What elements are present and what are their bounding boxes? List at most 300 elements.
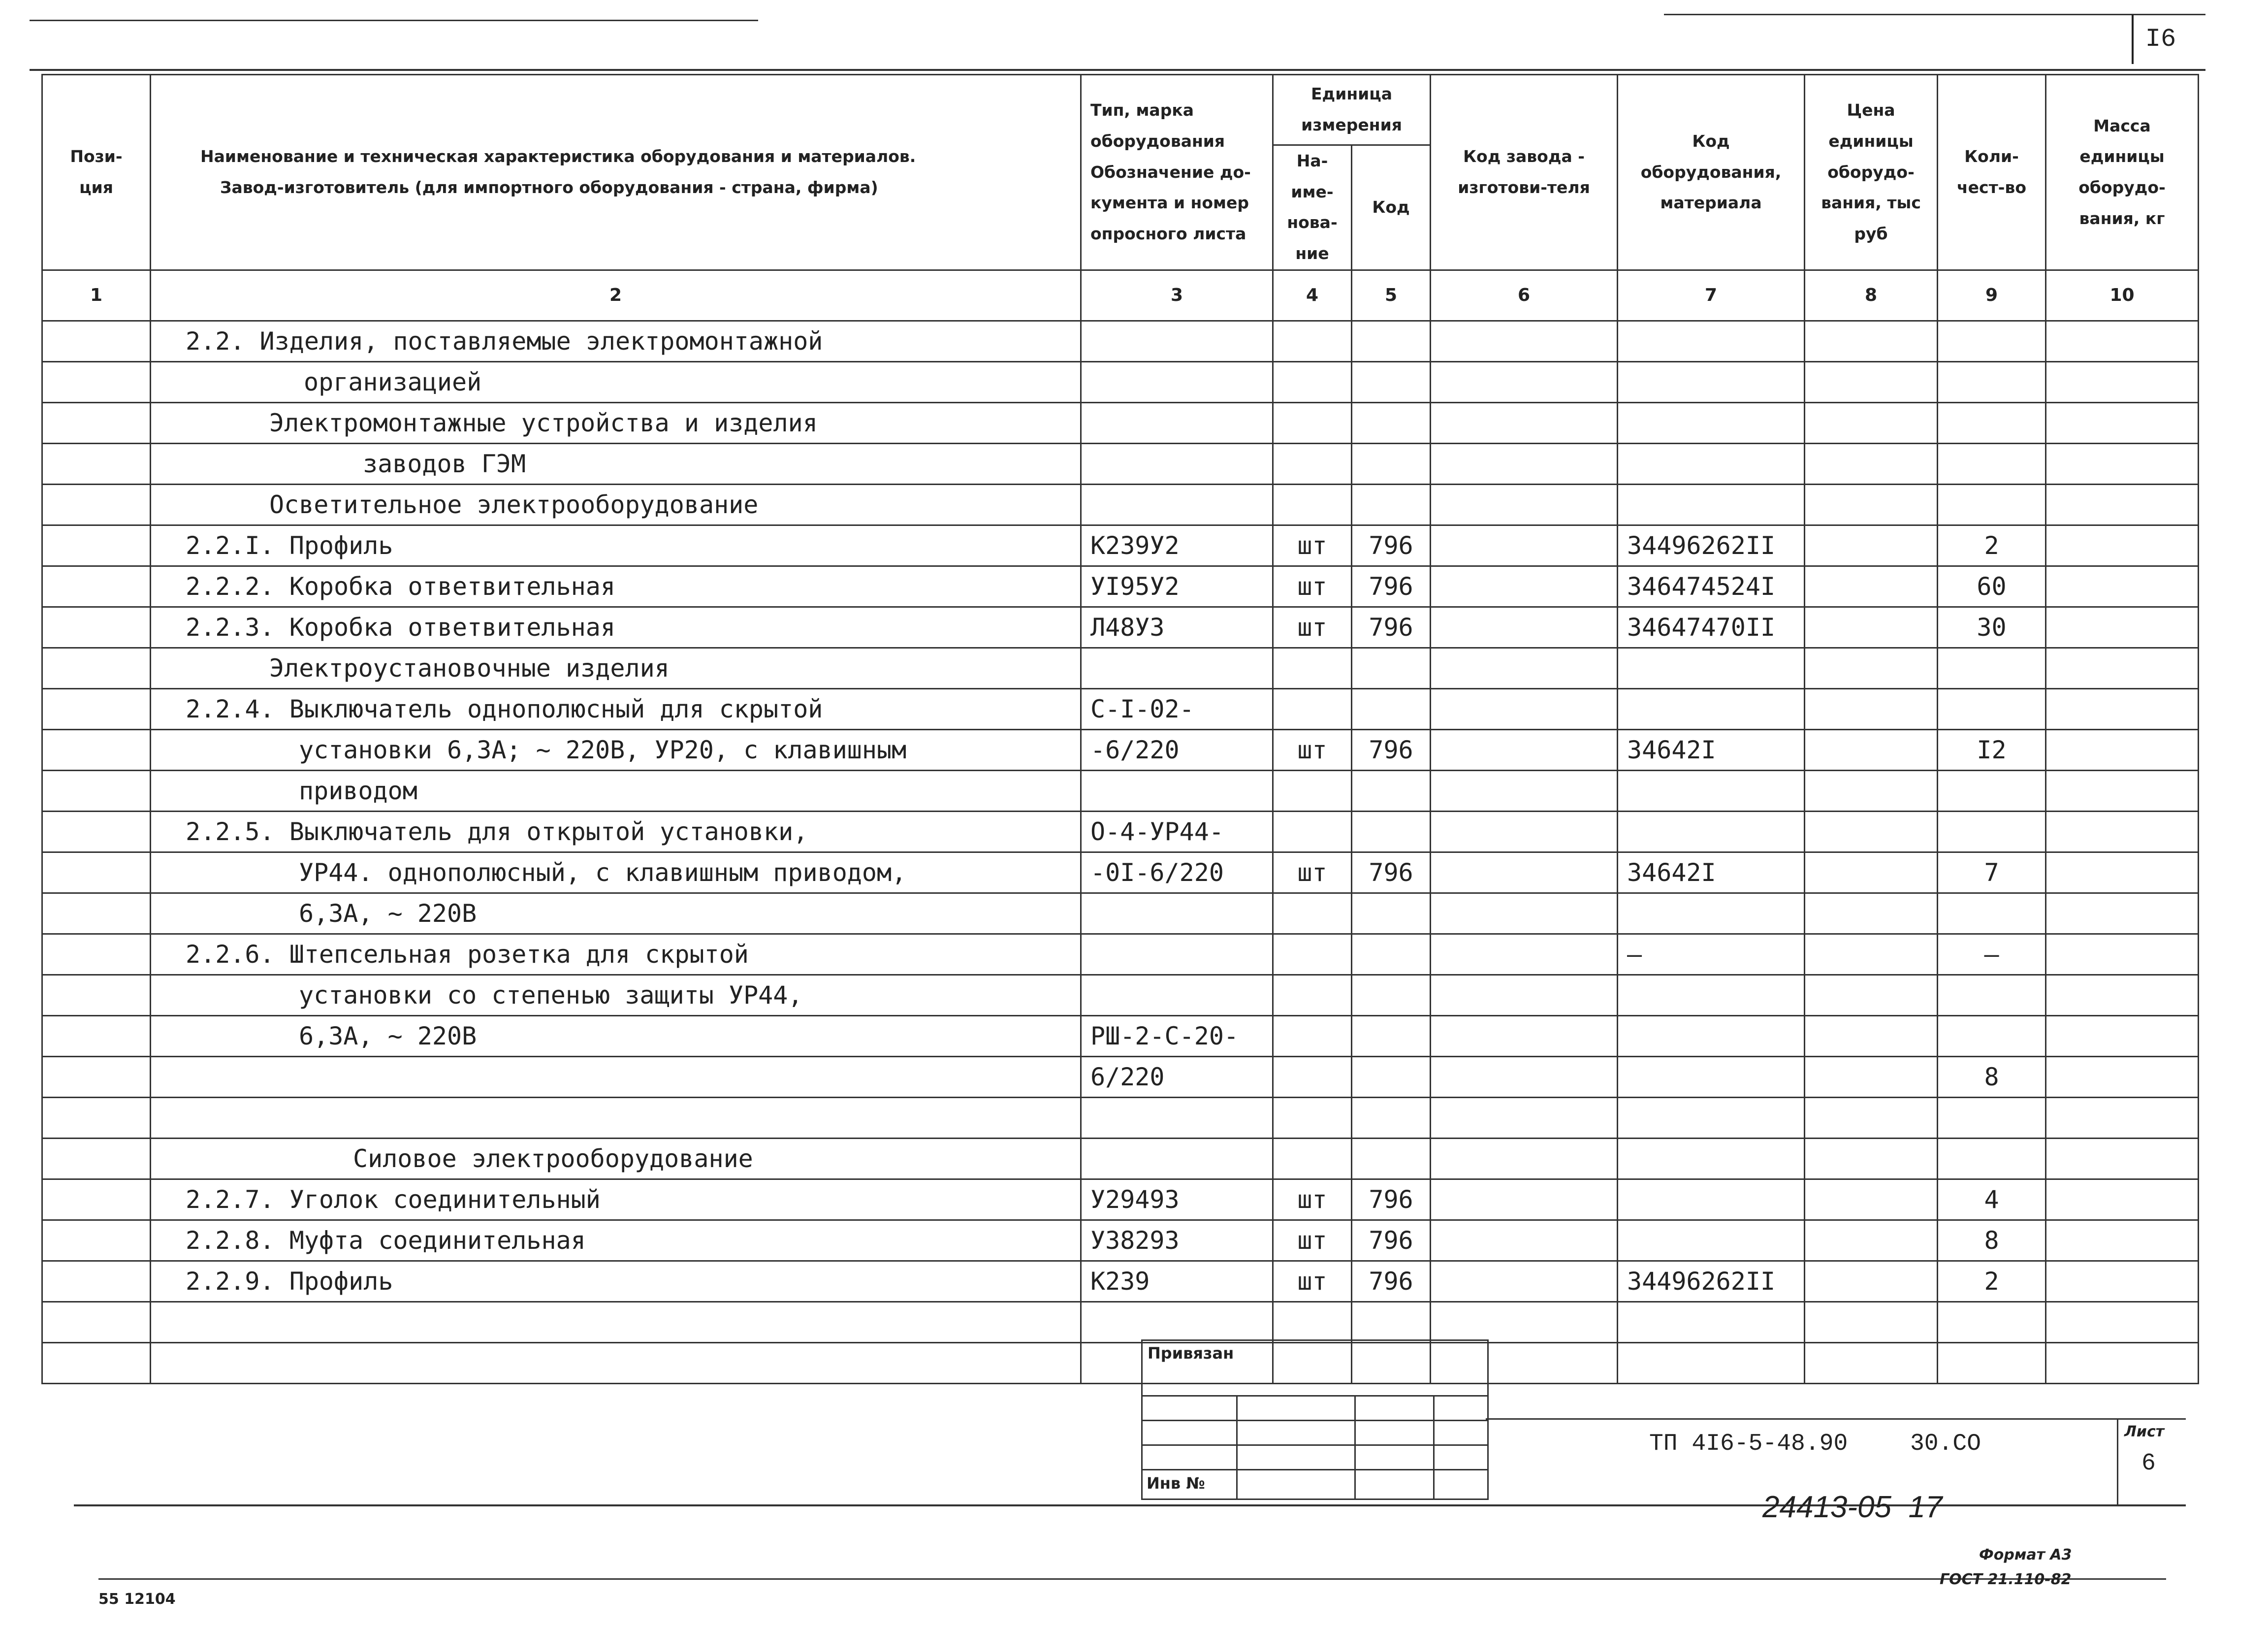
plant-code-cell [1431,1220,1618,1261]
material-code-cell [1618,811,1805,852]
price-cell [1805,566,1938,607]
position-cell [42,975,151,1015]
unit-name-cell [1273,402,1352,443]
plant-code-cell [1431,934,1618,975]
position-cell [42,566,151,607]
top-rule-left [30,20,758,21]
frame-top-line [30,69,2205,71]
name-cell: Силовое электрооборудование [151,1138,1081,1179]
plant-code-cell [1431,688,1618,729]
position-cell [42,893,151,934]
position-cell [42,934,151,975]
quantity-cell [1938,321,2046,361]
type-cell: О-4-УР44- [1081,811,1273,852]
plant-code-cell [1431,525,1618,566]
type-cell: К239У2 [1081,525,1273,566]
price-cell [1805,893,1938,934]
type-cell: РШ-2-С-20- [1081,1015,1273,1056]
type-cell [1081,402,1273,443]
unit-name-cell [1273,1138,1352,1179]
stamp-line [1143,1469,1487,1470]
column-number: 8 [1805,270,1938,321]
name-cell: 6,3А, ~ 220В [151,1015,1081,1056]
name-cell: Осветительное электрооборудование [151,484,1081,525]
stamp-line [1236,1395,1238,1499]
sheet-box-line [2117,1418,2118,1504]
unit-code-cell: 796 [1352,566,1431,607]
header-name [151,75,1081,270]
unit-name-cell [1273,443,1352,484]
quantity-cell: 8 [1938,1220,2046,1261]
type-cell [1081,361,1273,402]
position-cell [42,525,151,566]
position-cell [42,321,151,361]
document-code: ТП 4I6-5-48.90 [1649,1431,1848,1457]
material-code-cell [1618,361,1805,402]
unit-name-cell [1273,484,1352,525]
position-cell [42,688,151,729]
unit-name-cell: шт [1273,566,1352,607]
stamp-line [1143,1395,1487,1397]
plant-code-cell [1431,893,1618,934]
quantity-cell [1938,975,2046,1015]
table-row [42,934,2199,975]
unit-code-cell [1352,811,1431,852]
table-body [42,321,2199,1383]
type-cell [1081,1302,1273,1342]
header-price: Цена единицы оборудо-вания, тыс руб [1805,75,1938,270]
quantity-cell [1938,688,2046,729]
position-cell [42,402,151,443]
price-cell [1805,1015,1938,1056]
plant-code-cell [1431,566,1618,607]
price-cell [1805,1302,1938,1342]
column-number: 6 [1431,270,1618,321]
plant-code-cell [1431,1302,1618,1342]
type-cell: -6/220 [1081,729,1273,770]
price-cell [1805,1097,1938,1138]
unit-code-cell [1352,1138,1431,1179]
header-material-code: Код оборудования, материала [1618,75,1805,270]
unit-code-cell [1352,402,1431,443]
table-row [42,1097,2199,1138]
quantity-cell: 8 [1938,1056,2046,1097]
unit-code-cell [1352,1302,1431,1342]
unit-code-cell [1352,934,1431,975]
price-cell [1805,1220,1938,1261]
table-row [42,361,2199,402]
unit-code-cell [1352,893,1431,934]
price-cell [1805,484,1938,525]
price-cell [1805,361,1938,402]
quantity-cell: 2 [1938,525,2046,566]
mass-cell [2046,811,2199,852]
price-cell [1805,975,1938,1015]
unit-name-cell [1273,648,1352,688]
quantity-cell [1938,811,2046,852]
column-number: 10 [2046,270,2199,321]
table-row [42,893,2199,934]
quantity-cell [1938,1015,2046,1056]
name-cell: установки 6,3А; ~ 220В, УР20, с клавишным [151,729,1081,770]
mass-cell [2046,1261,2199,1302]
quantity-cell: 2 [1938,1261,2046,1302]
material-code-cell: 34496262II [1618,1261,1805,1302]
header-mass: Масса единицы оборудо-вания, кг [2046,75,2199,270]
position-cell [42,443,151,484]
unit-name-cell [1273,321,1352,361]
unit-code-cell [1352,1097,1431,1138]
position-cell [42,1302,151,1342]
unit-name-cell: шт [1273,525,1352,566]
column-number: 7 [1618,270,1805,321]
unit-name-cell [1273,688,1352,729]
table-row [42,1015,2199,1056]
plant-code-cell [1431,1138,1618,1179]
material-code-cell: 34647470II [1618,607,1805,648]
quantity-cell: – [1938,934,2046,975]
mass-cell [2046,1220,2199,1261]
material-code-cell [1618,1302,1805,1342]
unit-code-cell: 796 [1352,607,1431,648]
column-number: 5 [1352,270,1431,321]
material-code-cell [1618,1015,1805,1056]
type-cell: У29493 [1081,1179,1273,1220]
table-row [42,443,2199,484]
price-cell [1805,1342,1938,1383]
type-cell [1081,770,1273,811]
table-row [42,1179,2199,1220]
material-code-cell [1618,443,1805,484]
mass-cell [2046,321,2199,361]
header-type: Тип, марка оборудования Обозначение до-кумента и номер опросного листа [1081,75,1273,270]
position-cell [42,1138,151,1179]
position-cell [42,1097,151,1138]
plant-code-cell [1431,607,1618,648]
table-row [42,811,2199,852]
quantity-cell: 4 [1938,1179,2046,1220]
type-cell [1081,484,1273,525]
quantity-cell [1938,770,2046,811]
quantity-cell: 30 [1938,607,2046,648]
material-code-cell [1618,1097,1805,1138]
name-cell: организацией [151,361,1081,402]
quantity-cell [1938,361,2046,402]
table-row [42,975,2199,1015]
column-number: 4 [1273,270,1352,321]
type-cell: К239 [1081,1261,1273,1302]
header-unit-group: Единица измерения [1273,75,1431,145]
price-cell [1805,934,1938,975]
column-number-row [42,270,2199,321]
mass-cell [2046,402,2199,443]
unit-name-cell: шт [1273,852,1352,893]
unit-name-cell: шт [1273,1179,1352,1220]
top-rule-right [1664,14,2205,15]
name-cell [151,1056,1081,1097]
name-cell: 2.2.I. Профиль [151,525,1081,566]
unit-name-cell [1273,770,1352,811]
type-cell [1081,893,1273,934]
unit-code-cell [1352,975,1431,1015]
mass-cell [2046,484,2199,525]
print-code: 55 12104 [98,1591,176,1608]
unit-name-cell: шт [1273,1261,1352,1302]
position-cell [42,729,151,770]
table-row [42,770,2199,811]
position-cell [42,1179,151,1220]
price-cell [1805,811,1938,852]
name-cell [151,1097,1081,1138]
name-cell: 2.2.7. Уголок соединительный [151,1179,1081,1220]
mass-cell [2046,1056,2199,1097]
sheet-number: I6 [2132,15,2188,64]
title-block-line [1486,1418,2186,1420]
plant-code-cell [1431,1015,1618,1056]
mass-cell [2046,852,2199,893]
mass-cell [2046,893,2199,934]
material-code-cell [1618,975,1805,1015]
quantity-cell [1938,1138,2046,1179]
unit-name-cell [1273,893,1352,934]
unit-name-cell [1273,361,1352,402]
sheet-label: Лист [2124,1423,2165,1440]
type-cell [1081,1097,1273,1138]
price-cell [1805,770,1938,811]
price-cell [1805,402,1938,443]
plant-code-cell [1431,1097,1618,1138]
price-cell [1805,321,1938,361]
unit-code-cell [1352,770,1431,811]
material-code-cell: – [1618,934,1805,975]
gost-label: ГОСТ 21.110-82 [1940,1571,2072,1588]
plant-code-cell [1431,811,1618,852]
unit-code-cell [1352,484,1431,525]
name-cell [151,1302,1081,1342]
unit-code-cell: 796 [1352,1220,1431,1261]
quantity-cell [1938,893,2046,934]
position-cell [42,1056,151,1097]
quantity-cell [1938,1342,2046,1383]
unit-code-cell [1352,361,1431,402]
position-cell [42,648,151,688]
mass-cell [2046,770,2199,811]
unit-code-cell [1352,321,1431,361]
plant-code-cell [1431,443,1618,484]
stamp-line [1143,1420,1487,1421]
position-cell [42,1261,151,1302]
plant-code-cell [1431,852,1618,893]
material-code-cell [1618,688,1805,729]
unit-name-cell: шт [1273,1220,1352,1261]
quantity-cell [1938,443,2046,484]
table-row [42,1220,2199,1261]
position-cell [42,361,151,402]
quantity-cell [1938,648,2046,688]
type-cell [1081,443,1273,484]
position-cell [42,770,151,811]
unit-code-cell [1352,443,1431,484]
binding-stamp [1141,1339,1489,1500]
type-cell: -0I-6/220 [1081,852,1273,893]
name-cell: 2.2. Изделия, поставляемые электромонтажной [151,321,1081,361]
plant-code-cell [1431,1261,1618,1302]
plant-code-cell [1431,770,1618,811]
price-cell [1805,852,1938,893]
name-cell [151,1342,1081,1383]
column-number: 1 [42,270,151,321]
header-unit-name: На-име-нова-ние [1273,145,1352,270]
column-number: 9 [1938,270,2046,321]
unit-name-cell [1273,934,1352,975]
unit-name-cell [1273,811,1352,852]
table-row [42,1342,2199,1383]
type-cell: 6/220 [1081,1056,1273,1097]
plant-code-cell [1431,484,1618,525]
material-code-cell [1618,1179,1805,1220]
mass-cell [2046,729,2199,770]
plant-code-cell [1431,361,1618,402]
price-cell [1805,1179,1938,1220]
table-row [42,321,2199,361]
type-cell: Л48У3 [1081,607,1273,648]
mass-cell [2046,648,2199,688]
column-number: 2 [151,270,1081,321]
table-row [42,648,2199,688]
mass-cell [2046,934,2199,975]
mass-cell [2046,1015,2199,1056]
name-cell: 2.2.6. Штепсельная розетка для скрытой [151,934,1081,975]
table-row [42,484,2199,525]
name-cell: заводов ГЭМ [151,443,1081,484]
material-code-cell [1618,893,1805,934]
material-code-cell: 34642I [1618,852,1805,893]
price-cell [1805,525,1938,566]
stamp-inv-label: Инв № [1147,1474,1205,1493]
quantity-cell: I2 [1938,729,2046,770]
position-cell [42,811,151,852]
unit-code-cell [1352,688,1431,729]
sheet-value: 6 [2141,1450,2156,1477]
name-cell: 2.2.8. Муфта соединительная [151,1220,1081,1261]
header-quantity: Коли-чест-во [1938,75,2046,270]
price-cell [1805,1138,1938,1179]
name-cell: 2.2.9. Профиль [151,1261,1081,1302]
mass-cell [2046,1097,2199,1138]
plant-code-cell [1431,729,1618,770]
mass-cell [2046,1138,2199,1179]
unit-code-cell [1352,1015,1431,1056]
mass-cell [2046,361,2199,402]
unit-code-cell: 796 [1352,852,1431,893]
material-code-cell [1618,1342,1805,1383]
format-label: Формат А3 [1979,1546,2072,1564]
position-cell [42,1342,151,1383]
mass-cell [2046,1342,2199,1383]
table-row [42,607,2199,648]
quantity-cell [1938,1097,2046,1138]
position-cell [42,1220,151,1261]
name-cell: установки со степенью защиты УР44, [151,975,1081,1015]
quantity-cell: 60 [1938,566,2046,607]
mass-cell [2046,688,2199,729]
unit-name-cell [1273,1015,1352,1056]
type-cell: С-I-02- [1081,688,1273,729]
table-row [42,1261,2199,1302]
quantity-cell [1938,1302,2046,1342]
price-cell [1805,688,1938,729]
material-code-cell [1618,402,1805,443]
header-name-line1: Наименование и техническая характеристика оборудования и материалов. [200,147,916,166]
header-row [42,75,2199,145]
price-cell [1805,443,1938,484]
material-code-cell: 34642I [1618,729,1805,770]
type-cell: УI95У2 [1081,566,1273,607]
type-cell: У38293 [1081,1220,1273,1261]
name-cell: 6,3А, ~ 220В [151,893,1081,934]
material-code-cell [1618,321,1805,361]
material-code-cell [1618,1220,1805,1261]
handwritten-number: 24413-05 17 [1762,1490,1943,1524]
type-cell [1081,321,1273,361]
plant-code-cell [1431,648,1618,688]
name-cell: приводом [151,770,1081,811]
price-cell [1805,1261,1938,1302]
plant-code-cell [1431,321,1618,361]
stamp-line [1354,1395,1356,1499]
table-row [42,566,2199,607]
material-code-cell [1618,648,1805,688]
unit-name-cell [1273,1097,1352,1138]
specification-table [41,74,2199,1384]
unit-code-cell: 796 [1352,1261,1431,1302]
position-cell [42,852,151,893]
mass-cell [2046,1302,2199,1342]
position-cell [42,607,151,648]
unit-name-cell: шт [1273,607,1352,648]
price-cell [1805,1056,1938,1097]
plant-code-cell [1431,1179,1618,1220]
table-row [42,1302,2199,1342]
price-cell [1805,648,1938,688]
unit-code-cell [1352,1056,1431,1097]
name-cell: Электроустановочные изделия [151,648,1081,688]
column-number: 3 [1081,270,1273,321]
plant-code-cell [1431,1056,1618,1097]
unit-code-cell: 796 [1352,729,1431,770]
quantity-cell [1938,402,2046,443]
material-code-cell: 346474524I [1618,566,1805,607]
unit-name-cell [1273,975,1352,1015]
unit-name-cell: шт [1273,729,1352,770]
name-cell: 2.2.4. Выключатель однополюсный для скрытой [151,688,1081,729]
footer-rule [98,1578,2166,1580]
name-cell: 2.2.3. Коробка ответвительная [151,607,1081,648]
stamp-line [1143,1444,1487,1446]
type-cell [1081,934,1273,975]
table-row [42,852,2199,893]
header-plant-code: Код завода - изготови-теля [1431,75,1618,270]
material-code-cell: 34496262II [1618,525,1805,566]
stamp-attached-label: Привязан [1148,1344,1234,1363]
name-cell: УР44. однополюсный, с клавишным приводом, [151,852,1081,893]
header-unit-code: Код [1352,145,1431,270]
table-row [42,1056,2199,1097]
position-cell [42,484,151,525]
unit-code-cell: 796 [1352,1179,1431,1220]
position-cell [42,1015,151,1056]
mass-cell [2046,975,2199,1015]
